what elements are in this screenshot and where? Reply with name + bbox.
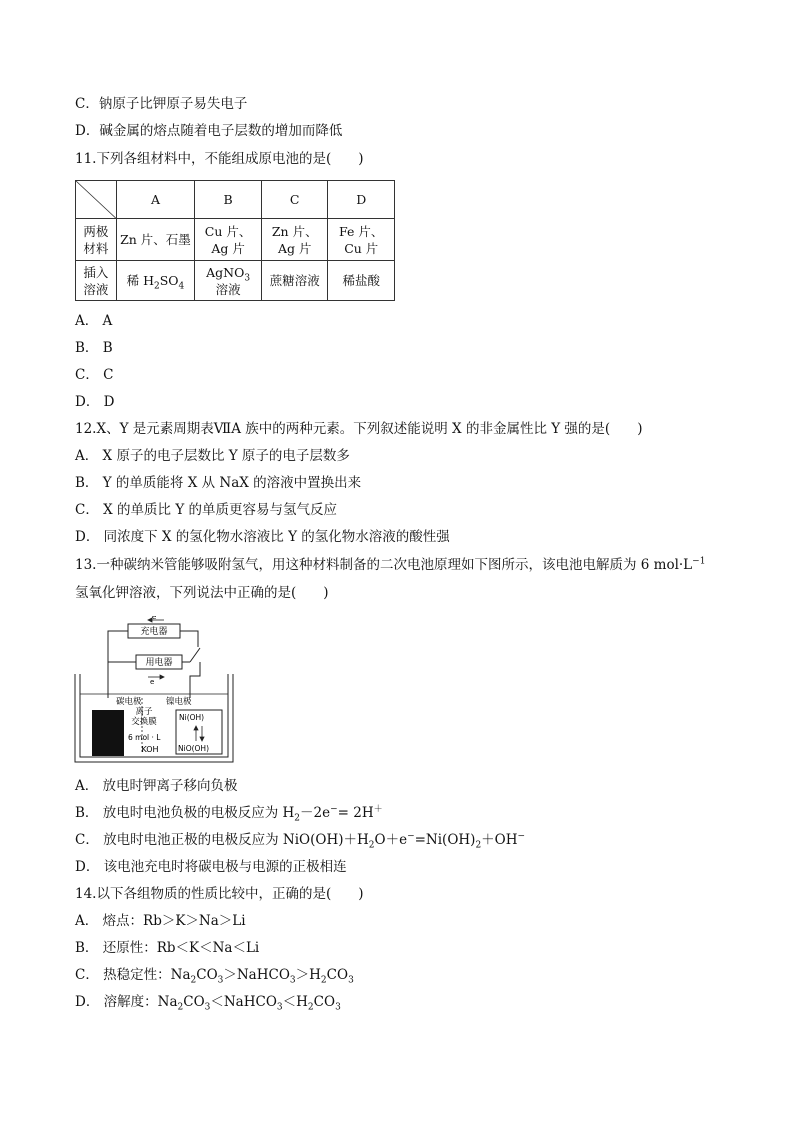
text: D． 溶解度： bbox=[75, 994, 158, 1010]
membrane-label-1: 离子 bbox=[135, 707, 153, 717]
q12-stem: 12.X、Y 是元素周期表ⅦA 族中的两种元素。下列叙述能说明 X 的非金属性比 Y 强的是( ) bbox=[75, 421, 643, 437]
q14-option-b: B． 还原性：Rb＜K＜Na＜Li bbox=[75, 940, 260, 956]
q13-option-a: A． 放电时钾离子移向负极 bbox=[75, 778, 238, 794]
q13-option-b: B． 放电时电池负极的电极反应为 $H_2-2e^-= 2H^+$ bbox=[75, 804, 383, 824]
row-header-line1: 插入 bbox=[83, 264, 109, 280]
koh-label: KOH bbox=[141, 745, 159, 754]
q10-option-d: D．碱金属的熔点随着电子层数的增加而降低 bbox=[75, 123, 343, 139]
row-header-line2: 溶液 bbox=[83, 281, 109, 297]
cell-d-electrodes bbox=[328, 219, 395, 261]
text: 溶液 bbox=[215, 281, 241, 297]
subscript: 2 bbox=[154, 281, 160, 292]
cell-c-electrodes bbox=[261, 219, 328, 261]
cell-a-electrodes: Zn 片、石墨 bbox=[116, 219, 195, 261]
row-header-solution bbox=[76, 261, 117, 301]
text: SO bbox=[159, 273, 179, 288]
q12-option-a: A． X 原子的电子层数比 Y 原子的电子层数多 bbox=[75, 448, 350, 464]
text: 稀 H bbox=[126, 273, 154, 288]
q14-option-a: A． 熔点：Rb＞K＞Na＞Li bbox=[75, 913, 246, 929]
text: 13.一种碳纳米管能够吸附氢气，用这种材料制备的二次电池原理如下图所示，该电池电解质为 6 mol·L bbox=[75, 557, 693, 573]
membrane-label-2: 交换膜 bbox=[131, 717, 157, 727]
cell-b-solution bbox=[195, 261, 262, 301]
table-corner-cell bbox=[76, 181, 117, 219]
cell-b-electrodes bbox=[195, 219, 262, 261]
q12-option-c: C． X 的单质比 Y 的单质更容易与氢气反应 bbox=[75, 502, 338, 518]
q11-option-a: A． A bbox=[75, 313, 113, 329]
cell-d-solution: 稀盐酸 bbox=[328, 261, 395, 301]
col-header-d: D bbox=[328, 181, 395, 219]
carbon-electrode-label: 碳电极 bbox=[116, 697, 142, 707]
charger-label: 充电器 bbox=[140, 627, 168, 637]
cell-line: Zn 片、 bbox=[271, 223, 318, 239]
concentration-label: 6 mol · L bbox=[128, 733, 161, 742]
niooh-label: NiO(OH) bbox=[178, 744, 209, 753]
appliance-label: 用电器 bbox=[145, 658, 173, 668]
superscript: −1 bbox=[692, 556, 706, 567]
nickel-electrode-label: 镍电极 bbox=[166, 697, 192, 707]
q12-option-d: D． 同浓度下 X 的氢化物水溶液比 Y 的氢化物水溶液的酸性强 bbox=[75, 529, 450, 545]
text: C． 放电时电池正极的电极反应为 NiO(OH)＋H bbox=[75, 832, 369, 848]
q14-stem: 14.以下各组物质的性质比较中，正确的是( ) bbox=[75, 886, 364, 902]
nioh2-label: Ni(OH) bbox=[179, 713, 205, 722]
row-header-line1: 两极 bbox=[83, 223, 109, 239]
battery-diagram bbox=[72, 616, 236, 764]
q11-stem: 11.下列各组材料中，不能组成原电池的是( ) bbox=[75, 151, 364, 167]
q10-option-c: C．钠原子比钾原子易失电子 bbox=[75, 96, 248, 112]
col-header-b: B bbox=[195, 181, 262, 219]
text: AgNO bbox=[206, 264, 245, 280]
col-header-a: A bbox=[116, 181, 195, 219]
q11-option-d: D． D bbox=[75, 394, 115, 410]
cell-c-solution: 蔗糖溶液 bbox=[261, 261, 328, 301]
q11-table bbox=[75, 180, 395, 301]
row-header-line2: 材料 bbox=[83, 240, 109, 256]
text: =Ni(OH) bbox=[414, 832, 476, 848]
cell-line: Ag 片 bbox=[277, 240, 312, 256]
q13-option-d: D． 该电池充电时将碳电极与电源的正极相连 bbox=[75, 859, 347, 875]
q12-option-b: B． Y 的单质能将 X 从 NaX 的溶液中置换出来 bbox=[75, 475, 362, 491]
cell-line: Fe 片、 bbox=[339, 223, 384, 239]
cell-line: Ag 片 bbox=[211, 240, 245, 256]
text: = 2H bbox=[337, 805, 374, 821]
cell-line: Cu 片、 bbox=[204, 223, 252, 239]
electron-label-bottom: e bbox=[150, 678, 155, 686]
text: ＋OH bbox=[481, 832, 518, 848]
row-header-electrodes bbox=[76, 219, 117, 261]
q13-stem-line1 bbox=[75, 556, 705, 574]
q13-stem-line2: 氢氧化钾溶液，下列说法中正确的是( ) bbox=[75, 585, 329, 601]
text: O＋e bbox=[374, 832, 408, 848]
electron-label-top: e bbox=[152, 616, 157, 621]
q11-option-b: B． B bbox=[75, 340, 113, 356]
subscript: 3 bbox=[244, 273, 251, 283]
q11-option-c: C． C bbox=[75, 367, 114, 383]
q14-option-c: C． 热稳定性：$Na_2CO_3>NaHCO_3>H_2CO_3$ bbox=[75, 967, 354, 986]
text: C． 热稳定性： bbox=[75, 967, 171, 983]
text: B． 放电时电池负极的电极反应为 H bbox=[75, 805, 295, 821]
carbon-electrode-block bbox=[92, 710, 124, 756]
col-header-c: C bbox=[261, 181, 328, 219]
subscript: 4 bbox=[178, 281, 185, 292]
q14-option-d: D． 溶解度：$Na_2CO_3<NaHCO_3<H_2CO_3$ bbox=[75, 994, 341, 1013]
cell-line: Cu 片 bbox=[344, 240, 379, 256]
q13-option-c: C． 放电时电池正极的电极反应为 $NiO(OH)+H_2O+e^-=Ni(OH)_2+OH^-$ bbox=[75, 831, 526, 851]
cell-a-solution bbox=[116, 261, 195, 301]
